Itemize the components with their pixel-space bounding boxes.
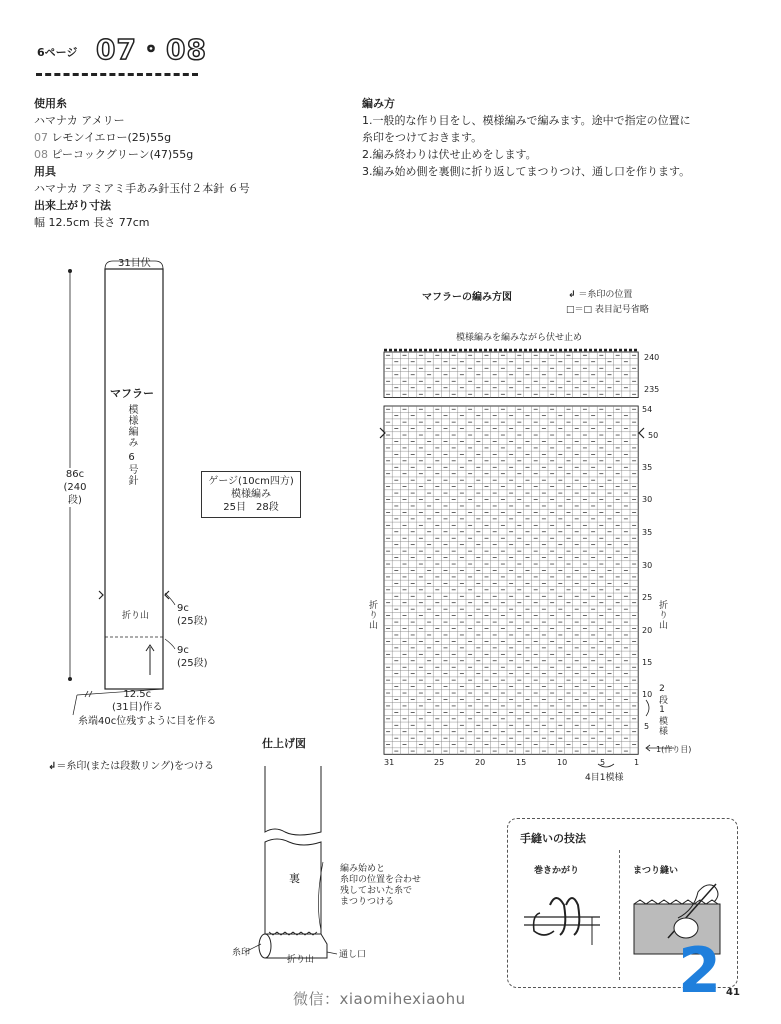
tail-leader xyxy=(73,695,77,715)
row-number: 35 xyxy=(642,528,653,537)
finishing-note-line: 編み始めと xyxy=(340,864,386,874)
column-number: 15 xyxy=(516,758,527,767)
seg-upper-leader xyxy=(165,593,175,605)
chart-legend-marker-text: ＝糸印の位置 xyxy=(578,290,633,300)
row-number: 30 xyxy=(642,561,653,570)
finishing-back-label: 裏 xyxy=(289,872,300,885)
whip-stitch-illustration xyxy=(520,885,610,950)
column-number: 31 xyxy=(384,758,395,767)
method-step: 3.編み始め側を裏側に折り返してまつりつけ、通し口を作ります。 xyxy=(362,165,691,178)
yarn-heading: 使用糸 xyxy=(34,97,67,110)
row-number: 15 xyxy=(642,658,653,667)
page-reference: 6ページ xyxy=(37,46,78,59)
gauge-box xyxy=(201,471,301,518)
gauge-pattern: 模様編み xyxy=(231,489,271,500)
yarn-08-detail: ピーコックグリーン(47)55g xyxy=(51,148,194,161)
column-number: 10 xyxy=(557,758,568,767)
chart-grid-main xyxy=(384,406,638,754)
finishing-note-line: 残しておいた糸で xyxy=(340,886,413,896)
page-title: 07・08 xyxy=(96,33,207,66)
marker-legend-text: ＝糸印(または段数リング)をつける xyxy=(56,761,214,772)
finishing-note-line: 糸印の位置を合わせ xyxy=(340,875,422,885)
seg-upper-value: 9c xyxy=(177,603,189,614)
scarf-name: マフラー xyxy=(110,387,154,400)
length-value: 86c xyxy=(65,469,85,480)
length-rows: (240段) xyxy=(63,482,87,506)
technique-divider xyxy=(619,850,620,980)
yarn-08-number: 08 xyxy=(34,148,48,161)
technique-right-label: まつり縫い xyxy=(633,866,679,876)
casing-leader xyxy=(327,952,337,954)
length-dim-dot-top xyxy=(68,269,72,273)
seg-lower-leader xyxy=(165,639,175,649)
tools-heading: 用具 xyxy=(34,165,56,178)
casing-opening-left xyxy=(259,934,271,958)
scarf-needle: 6号針 xyxy=(126,452,137,486)
finishing-note-line: まつりつける xyxy=(340,897,395,907)
scarf-pattern: 模様編み xyxy=(126,404,137,448)
row-number: 20 xyxy=(642,626,653,635)
method-step: 1.一般的な作り目をし、模様編みで編みます。途中で指定の位置に xyxy=(362,114,691,127)
title-underline xyxy=(36,73,198,76)
method-step: 2.編み終わりは伏せ止めをします。 xyxy=(362,148,537,161)
yarn-brand: ハマナカ アメリー xyxy=(34,114,125,127)
row-number: 54 xyxy=(642,405,653,414)
yarn-08-line xyxy=(34,146,354,163)
tools-detail: ハマナカ アミアミ手あみ針玉付２本針 ６号 xyxy=(34,182,250,195)
knitting-chart xyxy=(378,344,678,789)
technique-title: 手縫いの技法 xyxy=(520,832,586,845)
chart-legend-marker-icon: ↲ xyxy=(568,290,576,300)
width-label xyxy=(112,688,163,714)
seg-lower-value: 9c xyxy=(177,645,189,656)
badge-number: 2 xyxy=(678,934,722,1007)
finishing-note xyxy=(340,864,421,908)
chart-grid-top xyxy=(384,352,638,398)
repeat-rows-label: 2段1模様 xyxy=(657,684,667,736)
column-number: 5 xyxy=(600,758,606,767)
width-stitches: (31目)作る xyxy=(112,702,163,713)
seg-lower-rows: (25段) xyxy=(177,658,208,669)
column-number: 20 xyxy=(475,758,486,767)
technique-left-label: 巻きかがり xyxy=(534,866,580,876)
yarn-07-number: 07 xyxy=(34,131,48,144)
method-section xyxy=(362,95,752,180)
chart-top-note: 模様編みを編みながら伏せ止め xyxy=(456,333,583,343)
method-step: 糸印をつけておきます。 xyxy=(362,131,483,144)
length-label xyxy=(58,468,92,507)
chart-legend-marker xyxy=(568,290,632,301)
size-detail: 幅 12.5cm 長さ 77cm xyxy=(34,216,150,229)
row-number: 235 xyxy=(644,385,660,394)
row-number: 10 xyxy=(642,690,653,699)
repeat-sts-label: 4目1模様 xyxy=(585,773,624,783)
finishing-casing-label: 通し口 xyxy=(339,950,367,960)
method-heading: 編み方 xyxy=(362,97,395,110)
size-heading: 出来上がり寸法 xyxy=(34,199,111,212)
row-number: 5 xyxy=(644,722,650,731)
watermark-text: 微信：xiaomihexiaohu xyxy=(293,990,466,1008)
scarf-top-label: 31目伏 xyxy=(118,258,151,269)
row-one-label: 1(作り目) xyxy=(656,745,692,754)
row-number: 35 xyxy=(642,463,653,472)
seg-upper-label xyxy=(177,602,208,628)
seg-lower-label xyxy=(177,644,208,670)
materials-section xyxy=(34,95,354,231)
length-dim-dot-bottom xyxy=(68,677,72,681)
chart-fold-left: 折り山 xyxy=(367,600,377,630)
page-number: 41 xyxy=(726,987,740,998)
marker-legend-icon: ↲ xyxy=(48,761,57,772)
row-number: 240 xyxy=(644,353,660,362)
finishing-fold-label: 折り山 xyxy=(287,955,315,965)
yarn-07-detail: レモンイエロー(25)55g xyxy=(51,131,172,144)
chart-column-numbers xyxy=(378,758,648,770)
marker-left-icon xyxy=(99,591,103,599)
chart-legend-symbol: □＝□ 表目記号省略 xyxy=(566,305,649,315)
finishing-title: 仕上げ図 xyxy=(262,737,306,750)
chart-fold-right: 折り山 xyxy=(657,600,667,630)
gauge-title: ゲージ(10cm四方) xyxy=(208,476,294,487)
finishing-top-piece xyxy=(265,766,321,835)
fold-label: 折り山 xyxy=(122,611,150,621)
column-number: 25 xyxy=(434,758,445,767)
tail-note: 糸端40c位残すように目を作る xyxy=(78,716,217,727)
row-number: 50 xyxy=(648,431,659,440)
column-number: 1 xyxy=(634,758,640,767)
marker-legend xyxy=(48,760,214,773)
row-number: 25 xyxy=(642,593,653,602)
chart-title: マフラーの編み方図 xyxy=(422,292,512,303)
width-value: 12.5c xyxy=(123,689,152,700)
gauge-values: 25目 28段 xyxy=(223,502,279,513)
yarn-07-line xyxy=(34,129,354,146)
finishing-marker-label: 糸印 xyxy=(232,948,251,958)
seg-upper-rows: (25段) xyxy=(177,616,208,627)
row-number: 30 xyxy=(642,495,653,504)
